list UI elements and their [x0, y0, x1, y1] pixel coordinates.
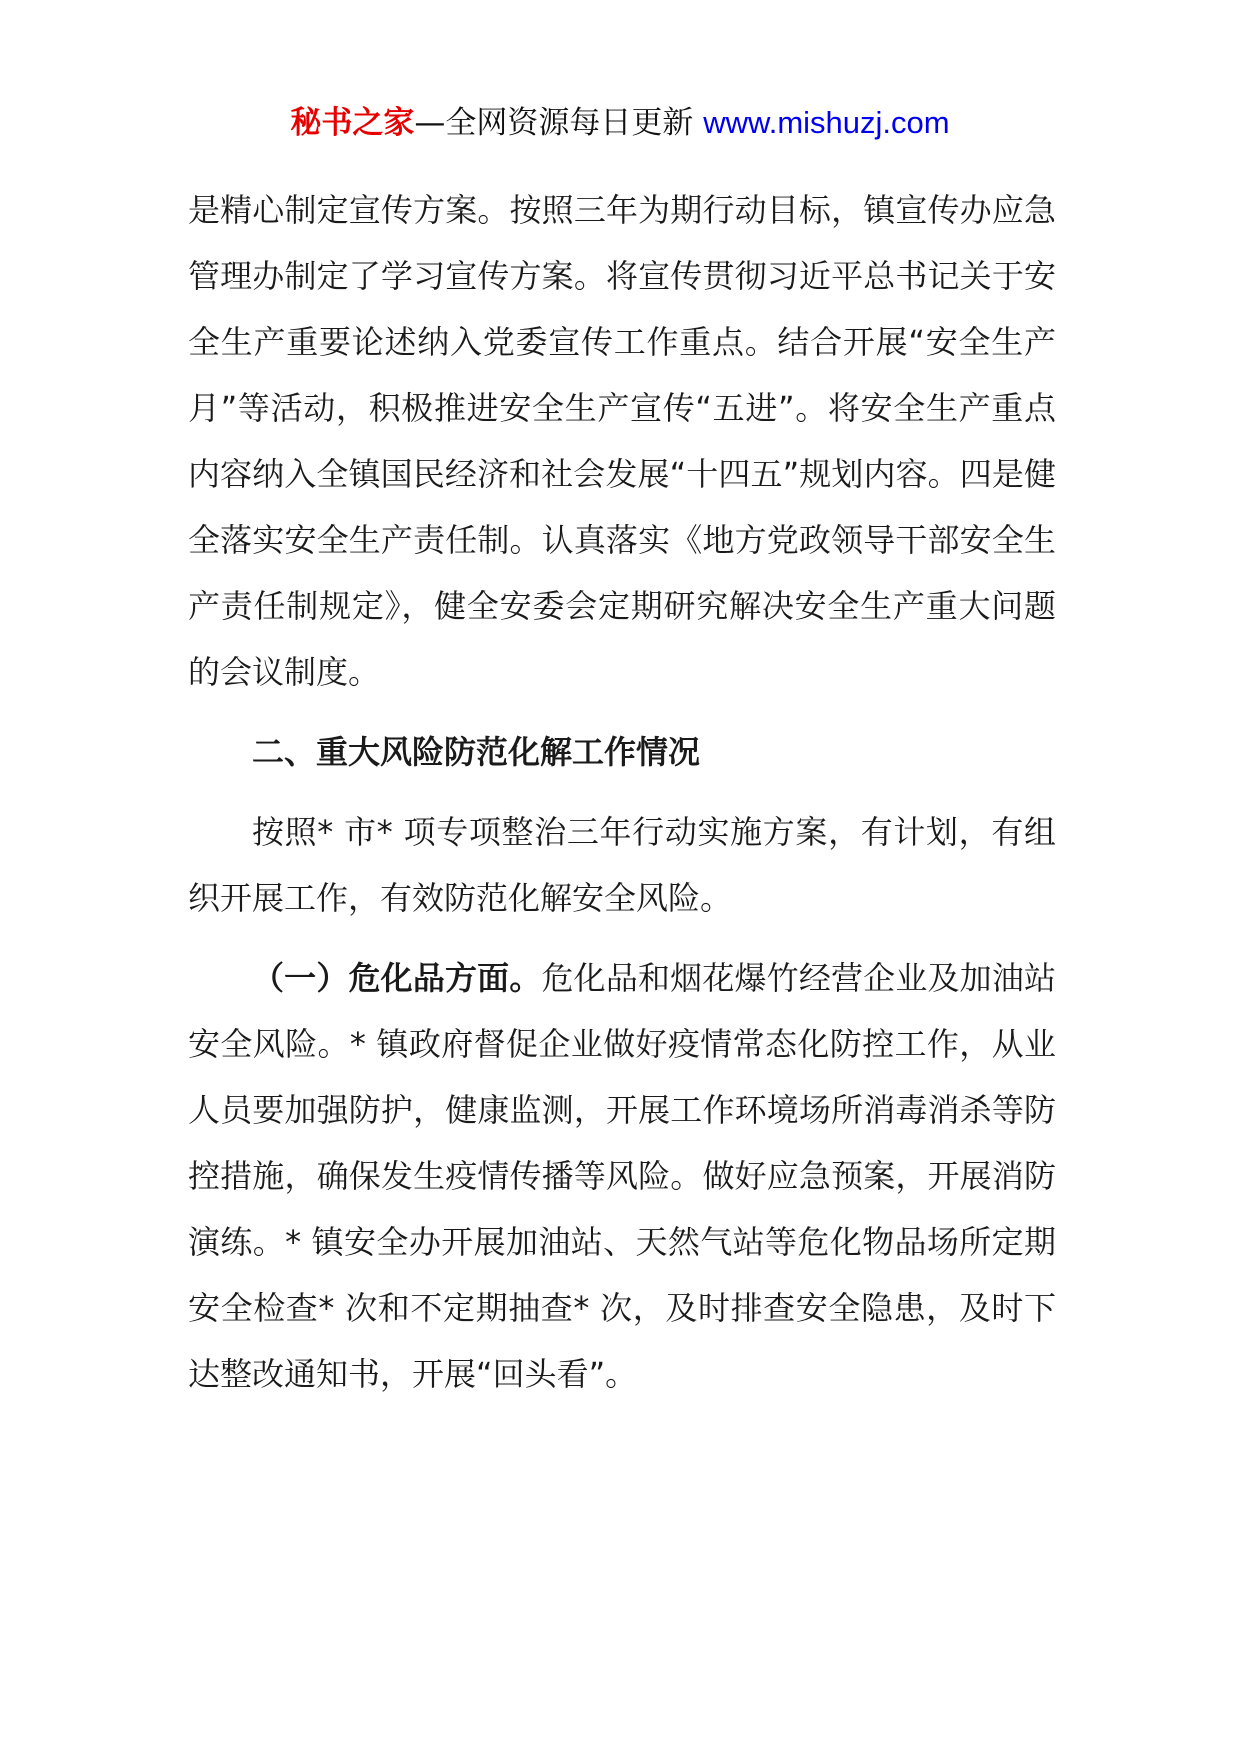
section-heading-risk-prevention: 二、重大风险防范化解工作情况: [252, 733, 701, 771]
paragraph-publicity-plan: 是精心制定宣传方案。按照三年为期行动目标，镇宣传办应急管理办制定了学习宣传方案。将宣传贯彻习近平总书记关于安全生产重要论述纳入党委宣传工作重点。结合开展“安全生产月”等活动，积极推进安全生产宣传“五进”。将安全生产重点内容纳入全镇国民经济和社会发展“十四五”规划内容。四是健全落实安全生产责任制。认真落实《地方党政领导干部安全生产责任制规定》，健全安委会定期研究解决安全生产重大问题的会议制度。: [188, 191, 1056, 691]
paragraph-hazardous-chemicals: [188, 945, 1056, 1407]
subsection-heading-hazardous-chemicals: （一）危化品方面。: [252, 959, 542, 997]
document-body: [188, 177, 1056, 1407]
paragraph-action-plan: 按照* 市* 项专项整治三年行动实施方案，有计划，有组织开展工作，有效防范化解安全风险。: [188, 813, 1056, 917]
header-tagline: —全网资源每日更新: [414, 105, 704, 141]
header-url-link[interactable]: www.mishuzj.com: [703, 105, 950, 140]
paragraph-hazardous-chemicals-text: 危化品和烟花爆竹经营企业及加油站安全风险。* 镇政府督促企业做好疫情常态化防控工作，从业人员要加强防护，健康监测，开展工作环境场所消毒消杀等防控措施，确保发生疫情传播等风险。做好应急预案，开展消防演练。* 镇安全办开展加油站、天然气站等危化物品场所定期安全检查* 次和不定期抽查* 次，及时排查安全隐患，及时下达整改通知书，开展“回头看”。: [188, 959, 1056, 1393]
page-header: [0, 100, 1240, 146]
header-brand: 秘书之家: [290, 105, 415, 141]
